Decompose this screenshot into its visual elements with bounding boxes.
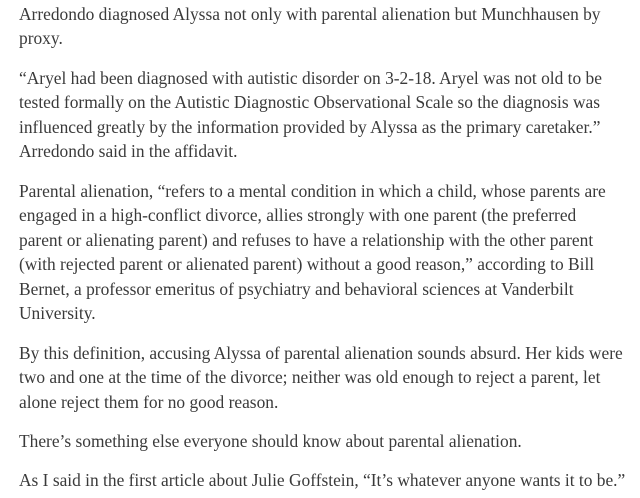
text-line: There’s something else everyone should know about parental alienation. (19, 431, 522, 451)
text-line: tested formally on the Autistic Diagnostic Observational Scale so the diagnosis was (19, 92, 601, 113)
text-line: Arredondo diagnosed Alyssa not only with parental alienation but Munchhausen by (19, 4, 601, 24)
text-line: “Aryel had been diagnosed with autistic disorder on 3-2-18. Aryel was not old to be (19, 68, 602, 88)
text-line: Parental alienation, “refers to a mental condition in which a child, whose parents are (19, 181, 606, 201)
text-line: two and one at the time of the divorce; neither was old enough to reject a parent, let (19, 367, 601, 388)
text-line: alone reject them for no good reason. (19, 391, 279, 412)
text-line: As I said in the first article about Julie Goffstein, “It’s whatever anyone wants it to be.” (19, 470, 626, 490)
text-line: Bernet, a professor emeritus of psychiatry and behavioral sciences at Vanderbilt (19, 278, 574, 299)
paragraph-definition-critique (19, 341, 623, 414)
paragraph-affidavit-quote (19, 66, 602, 164)
paragraph-alienation-definition (19, 179, 606, 325)
text-line: parent or alienating parent) and refuses to have a relationship with the other parent (19, 229, 594, 250)
text-line: proxy. (19, 28, 63, 49)
text-line: (with rejected parent or alienated parent) without a good reason,” according to Bill (19, 254, 595, 275)
paragraph-something-else (19, 429, 522, 453)
text-line: Arredondo said in the affidavit. (19, 141, 238, 162)
paragraph-diagnosis (19, 2, 601, 51)
text-line: University. (19, 303, 96, 324)
paragraph-first-article (19, 468, 625, 492)
text-line: engaged in a high-conflict divorce, allies strongly with one parent (the preferred (19, 205, 577, 226)
text-line: By this definition, accusing Alyssa of parental alienation sounds absurd. Her kids were (19, 343, 623, 363)
text-line: influenced greatly by the information provided by Alyssa as the primary caretaker.” (19, 116, 601, 137)
